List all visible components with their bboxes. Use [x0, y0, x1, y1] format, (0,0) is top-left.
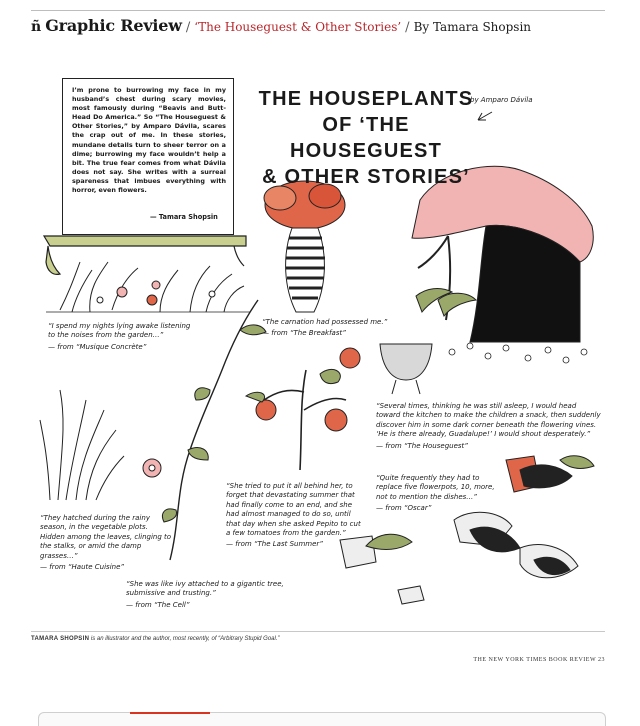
caption-source: — from “The Cell” — [126, 600, 190, 609]
illustration-title-line3: & OTHER STORIES’ — [262, 166, 470, 188]
caption-source: — from “The Breakfast” — [262, 329, 346, 338]
illustration-title — [246, 86, 486, 190]
story-author: by Amparo Dávila — [470, 96, 533, 104]
bio-text: is an illustrator and the author, most recently, of “Arbitrary Stupid Goal.” — [89, 636, 280, 642]
caption-source: — from “The Last Summer” — [226, 540, 323, 549]
carnation-vase-icon — [264, 181, 345, 312]
ground-flowers-icon — [449, 343, 587, 363]
caption-the-houseguest — [376, 402, 602, 451]
nyt-logo-icon: ñ — [31, 19, 42, 35]
viewer-progress-accent — [130, 712, 210, 714]
footer-rule — [31, 631, 605, 632]
author-bio — [31, 636, 605, 642]
bio-name: TAMARA SHOPSIN — [31, 636, 90, 642]
page-folio: THE NEW YORK TIMES BOOK REVIEW 23 — [473, 657, 605, 663]
caption-musique-concrete — [48, 322, 198, 352]
pink-flower-icon — [143, 459, 161, 477]
caption-source: — from “Musique Concrète” — [48, 342, 147, 351]
caption-quote: “She was like ivy attached to a gigantic tree, submissive and trusting.” — [126, 580, 284, 598]
caption-source: — from “Oscar” — [376, 504, 432, 513]
tall-grass-icon — [40, 390, 124, 500]
byline: By Tamara Shopsin — [413, 20, 532, 34]
caption-oscar — [376, 474, 506, 514]
caption-haute-cuisine — [40, 514, 174, 572]
caption-quote: “She tried to put it all behind her, to forget that devastating summer that had finally come to an end, and she had almost managed to do so, until that day when she asked Pepito to cut a few tomatoes from the garden.” — [226, 482, 361, 538]
flowering-tree-icon — [412, 166, 593, 342]
caption-source: — from “The Houseguest” — [376, 441, 468, 450]
illustration-title-line2: OF ‘THE HOUSEGUEST — [289, 114, 443, 162]
caption-source: — from “Haute Cuisine” — [40, 563, 125, 572]
section-title: Graphic Review — [45, 16, 182, 35]
caption-the-breakfast — [262, 318, 392, 339]
intro-signature: — Tamara Shopsin — [150, 213, 218, 221]
intro-text: I’m prone to burrowing my face in my husband’s chest during scary movies, most famously during “Beavis and Butt-Head Do America.” So “The Houseguest & Other Stories,” by Amparo Dávila, scares the crap out of me. In these stories, mundane details turn to sheer terror on a dime; burrowing my face wouldn’t help a bit. The true fear comes from what Dávila does not say. She writes with a surreal spareness that imbues everything with horror, even flowers. — [72, 86, 226, 195]
caption-quote: “They hatched during the rainy season, in the vegetable plots. Hidden among the leaves, clinging to the stalks, or amid the damp grasses…” — [40, 514, 172, 560]
caption-the-cell — [126, 580, 306, 610]
caption-quote: “Quite frequently they had to replace five flowerpots, 10, more, not to mention the dishes…” — [376, 474, 495, 501]
shelf-icon — [44, 236, 246, 274]
caption-quote: “I spend my nights lying awake listening to the noises from the garden…” — [48, 322, 191, 340]
viewer-scroll-strip[interactable] — [38, 712, 606, 726]
caption-quote: “The carnation had possessed me.” — [262, 318, 388, 326]
header-separator: / — [185, 20, 191, 35]
header-separator-2: / — [405, 20, 410, 35]
illustration-title-line1: THE HOUSEPLANTS — [258, 88, 474, 110]
potted-plant-icon — [380, 289, 476, 394]
book-title: ‘The Houseguest & Other Stories’ — [194, 20, 402, 34]
garden-bed-icon — [46, 262, 250, 312]
caption-quote: “Several times, thinking he was still asleep, I would head toward the kitchen to make the children a snack, then suddenly discover him in some dark corner beneath the flowering vines. ‘He is there already, Guadalupe!’ I would shout desperately.” — [376, 402, 601, 439]
tomato-plant-icon — [246, 348, 360, 470]
caption-the-last-summer — [226, 482, 366, 550]
